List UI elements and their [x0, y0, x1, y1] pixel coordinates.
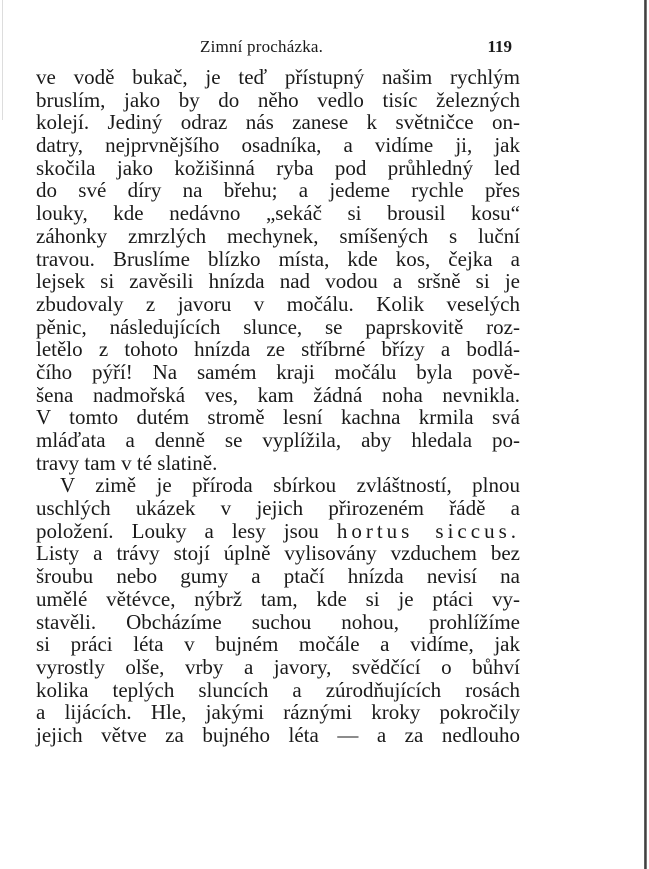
text-line: šroubu nebo gumy a ptačí hnízda nevisí na: [36, 564, 520, 589]
paragraph-end-line: travy tam v té slatině.: [36, 450, 218, 475]
text-line: umělé větévce, nýbrž tam, kde si je ptáci vy-: [36, 586, 520, 611]
text-line: datry, nejprvnějšího osadníka, a vidíme ji, jak: [36, 133, 520, 158]
running-title: Zimní procházka.: [200, 37, 324, 56]
text-line: jejich větve za bujného léta — a za nedlouho: [36, 722, 520, 747]
text-line: pěnic, následujících slunce, se paprskovitě roz-: [36, 314, 520, 339]
text-line: vyrostly olše, vrby a javory, svědčící o bůhví: [36, 654, 520, 679]
paragraph-start-line: V zimě je příroda sbírkou zvláštností, plnou: [60, 473, 520, 498]
text-line: zbudovaly z javoru v močálu. Kolik veselých: [36, 291, 520, 316]
text-line-with-emphasis: [36, 520, 520, 543]
text-line: čího pýří! Na samém kraji močálu byla pově-: [36, 359, 520, 384]
text-line: stavěli. Obcházíme suchou nohou, prohlížíme: [36, 609, 520, 634]
text-line: travou. Bruslíme blízko místa, kde kos, čejka a: [36, 246, 520, 271]
text-fragment: položení. Louky a lesy jsou: [36, 518, 319, 543]
text-line: bruslím, jako by do něho vedlo tisíc železných: [36, 87, 520, 112]
body-text: [36, 66, 520, 747]
text-line: si práci léta v bujném močále a vidíme, jak: [36, 632, 520, 657]
spaced-latin-phrase: hortus siccus.: [336, 518, 520, 543]
text-line: lejsek si zavěsili hnízda nad vodou a sršně si je: [36, 269, 520, 294]
page-edge-left: [2, 0, 3, 120]
text-line: louky, kde nedávno „sekáč si brousil kosu“: [36, 201, 520, 226]
text-line: kolejí. Jediný odraz nás zanese k světničce on-: [36, 110, 520, 135]
text-line: letělo z tohoto hnízda ze stříbrné břízy a bodlá-: [36, 337, 520, 362]
text-line: skočila jako kožišinná ryba pod průhledný led: [36, 155, 520, 180]
page-number: 119: [487, 37, 512, 56]
text-line: kolika teplých sluncích a zúrodňujících rosách: [36, 677, 520, 702]
text-line: Listy a trávy stojí úplně vylisovány vzduchem bez: [36, 541, 520, 566]
text-line: uschlých ukázek v jejich přirozeném řádě a: [36, 496, 520, 521]
text-line: a lijácích. Hle, jakými ráznými kroky pokročily: [36, 700, 520, 725]
text-line: záhonky zmrzlých mechynek, smíšených s luční: [36, 223, 520, 248]
text-line: ve vodě bukač, je teď přístupný našim rychlým: [36, 65, 520, 89]
text-line: mláďata a denně se vyplížila, aby hledala po-: [36, 428, 520, 452]
running-header: [200, 37, 522, 61]
text-line: do své díry na břehu; a jedeme rychle přes: [36, 178, 520, 203]
text-line: šena nadmořská ves, kam žádná noha nevnikla.: [36, 382, 520, 407]
text-line: V tomto dutém stromě lesní kachna krmila svá: [36, 405, 520, 430]
page-edge-right: [644, 0, 647, 869]
